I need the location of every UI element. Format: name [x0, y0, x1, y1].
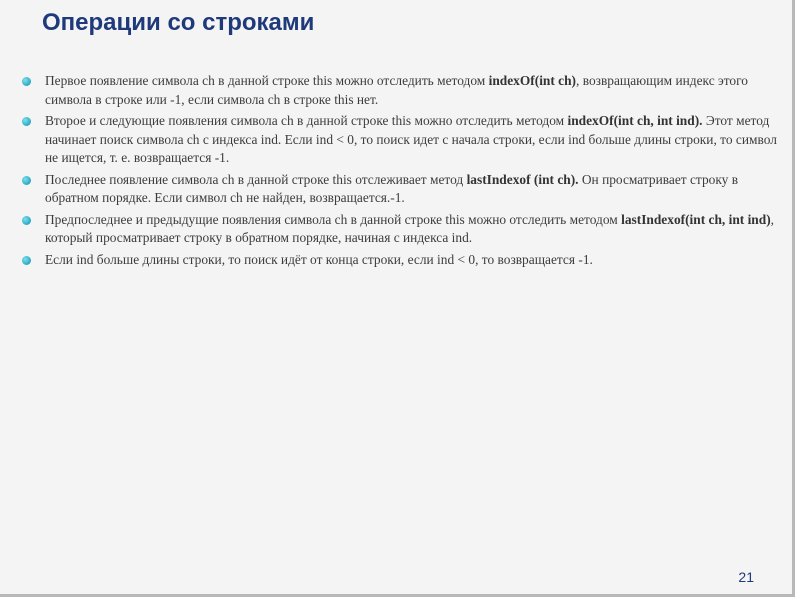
bullet-item	[18, 211, 778, 248]
method-name: lastIndexof (int ch).	[466, 171, 579, 187]
bullet-text: Второе и следующие появления символа ch в данной строке this можно отследить методом	[45, 113, 568, 128]
page-number: 21	[738, 569, 754, 585]
bullet-text: Этот метод начинает поиск символа ch с индекса ind. Если ind < 0, то поиск идет с начала строки, если ind больше длины строки, то символ не ищется, т. е. возвращается -1.	[45, 113, 777, 165]
bullet-text: Последнее появление символа ch в данной строке this отслеживает метод	[45, 171, 467, 187]
method-name: indexOf(int ch, int ind).	[567, 113, 703, 128]
bullet-item	[18, 251, 778, 270]
bullet-item	[18, 112, 778, 168]
bullet-dot-icon	[22, 77, 31, 86]
bullet-text: , возвращающим индекс этого символа в строке или -1, если символа ch в строке this нет.	[45, 73, 748, 107]
bullet-text: Если ind больше длины строки, то поиск идёт от конца строки, если ind < 0, то возвращается -1.	[45, 251, 593, 267]
method-name: lastIndexof(int ch, int ind)	[621, 211, 771, 227]
bullet-text: Первое появление символа ch в данной строке this можно отследить методом	[45, 73, 489, 88]
bullet-item	[18, 72, 778, 109]
bullet-dot-icon	[22, 176, 31, 185]
bullet-dot-icon	[22, 117, 31, 126]
bullet-dot-icon	[22, 216, 31, 225]
slide-title: Операции со строками	[42, 9, 315, 36]
bullet-text: Предпоследнее и предыдущие появления символа ch в данной строке this можно отследить методом	[45, 211, 622, 227]
bullet-list	[18, 72, 778, 272]
bullet-text: Он просматривает строку в обратном порядке. Если символ ch не найден, возвращается.-1.	[45, 171, 739, 205]
method-name: indexOf(int ch)	[488, 73, 577, 88]
bullet-item	[18, 171, 778, 208]
bullet-text: , который просматривает строку в обратном порядке, начиная с индекса ind.	[45, 211, 775, 245]
bullet-dot-icon	[22, 256, 31, 265]
